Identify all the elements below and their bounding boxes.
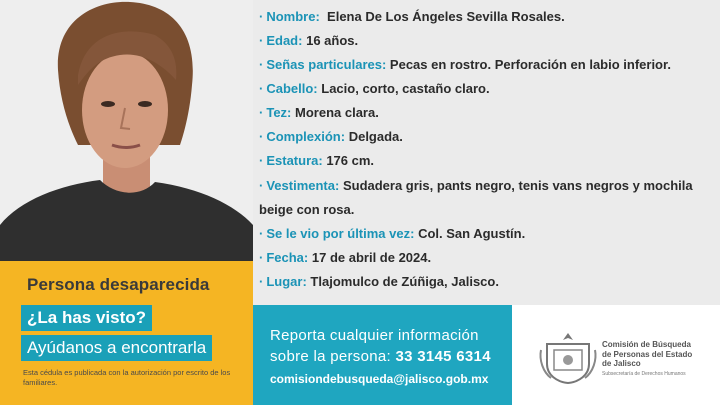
field-lugar: · Lugar: Tlajomulco de Zúñiga, Jalisco. — [259, 274, 499, 289]
banner-title: Persona desaparecida — [27, 275, 210, 294]
field-fecha: · Fecha: 17 de abril de 2024. — [259, 250, 432, 265]
jalisco-seal-icon — [537, 330, 599, 385]
field-senas: · Señas particulares: Pecas en rostro. Perforación en labio inferior. — [259, 57, 671, 72]
field-complexion: · Complexión: Delgada. — [259, 129, 403, 144]
missing-banner — [0, 261, 253, 405]
question-label: ¿La has visto? — [21, 305, 152, 331]
agency-subtitle: Subsecretaría de Derechos Humanos — [602, 371, 686, 377]
disclaimer-text: Esta cédula es publicada con la autorización por escrito de los familiares. — [23, 368, 231, 387]
portrait-illustration — [0, 0, 253, 261]
missing-person-photo — [0, 0, 253, 261]
field-vestimenta: · Vestimenta: Sudadera gris, pants negro, tenis vans negros y mochila — [259, 178, 693, 193]
field-cabello: · Cabello: Lacio, corto, castaño claro. — [259, 81, 490, 96]
field-nombre: · Nombre: Elena De Los Ángeles Sevilla Rosales. — [259, 9, 565, 24]
agency-logo-area — [512, 305, 720, 405]
field-edad: · Edad: 16 años. — [259, 33, 359, 48]
details-panel — [253, 0, 720, 305]
contact-panel — [253, 305, 512, 405]
contact-line-1: Reporta cualquier información — [270, 327, 479, 344]
field-estatura: · Estatura: 176 cm. — [259, 153, 375, 168]
field-vestimenta-continued: beige con rosa. — [259, 202, 355, 217]
field-ultima-vez: · Se le vio por última vez: Col. San Agustín. — [259, 226, 526, 241]
field-tez: · Tez: Morena clara. — [259, 105, 379, 120]
agency-name: Comisión de Búsqueda de Personas del Estado de Jalisco — [602, 340, 693, 368]
email-link[interactable]: comisiondebusqueda@jalisco.gob.mx — [270, 372, 489, 386]
phone-number[interactable]: 33 3145 6314 — [395, 348, 491, 365]
help-label: Ayúdanos a encontrarla — [21, 335, 212, 361]
contact-line-2: sobre la persona: 33 3145 6314 — [270, 348, 491, 365]
